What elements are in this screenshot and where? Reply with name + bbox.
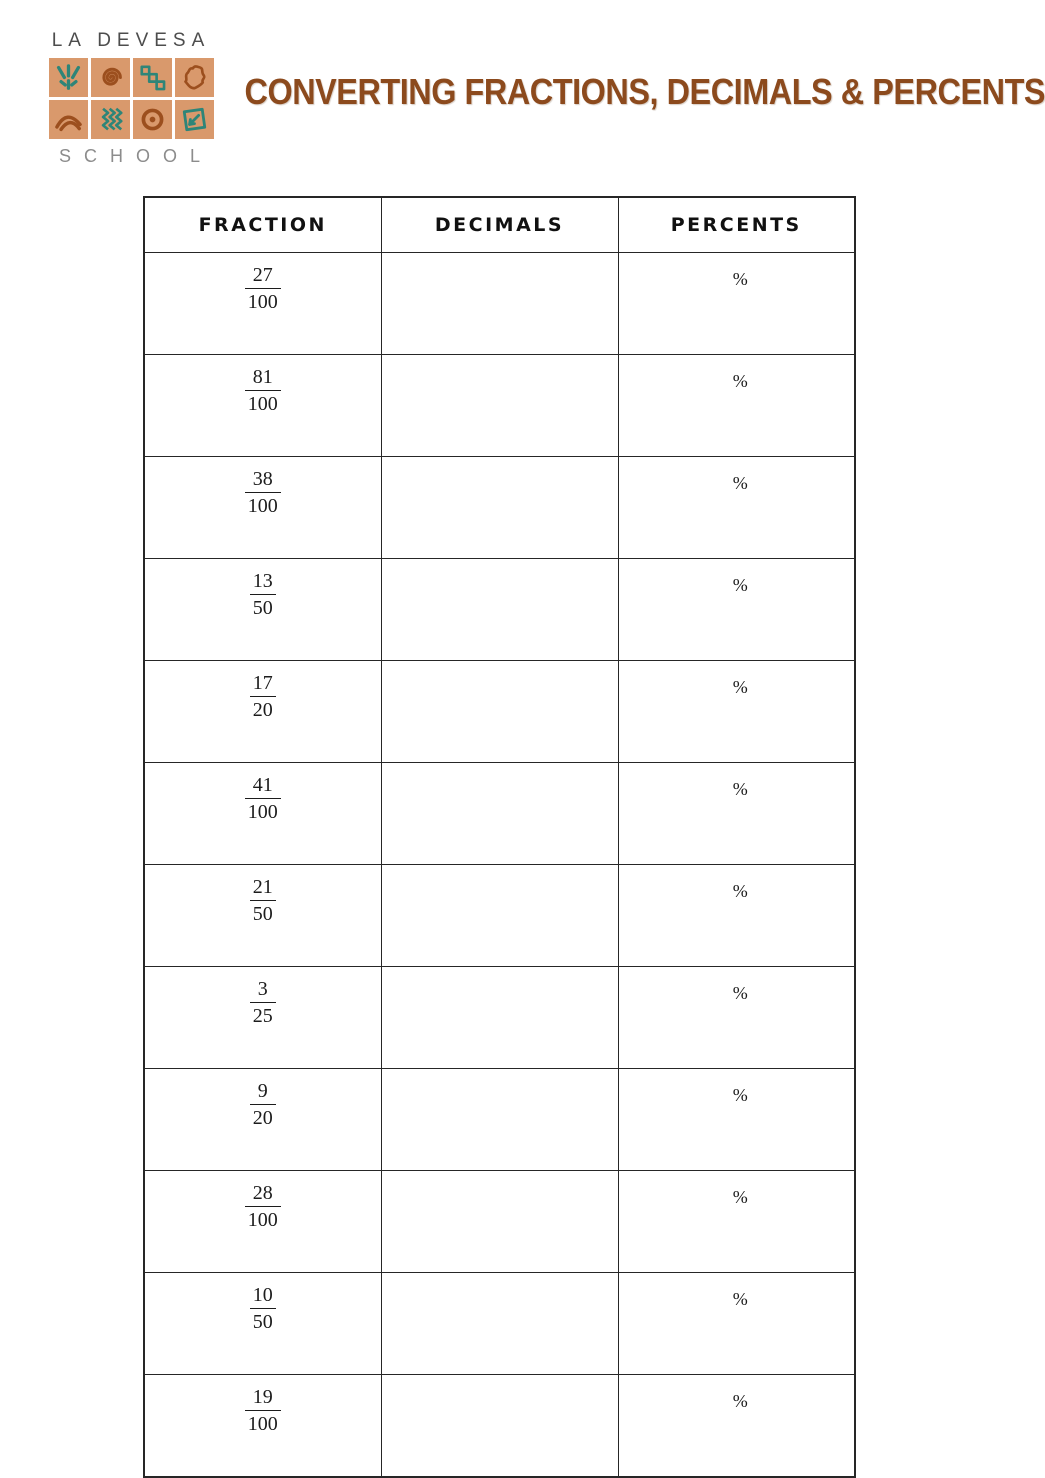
percent-answer-blank[interactable] <box>725 883 733 903</box>
fraction-value <box>245 1182 281 1231</box>
fraction-value <box>250 978 276 1027</box>
fraction-denominator: 20 <box>250 696 276 721</box>
percent-answer-blank[interactable] <box>725 1087 733 1107</box>
decimal-answer-cell[interactable] <box>381 1375 618 1478</box>
table-header <box>144 197 855 253</box>
percent-sign: % <box>732 983 748 1003</box>
fraction-denominator: 25 <box>250 1002 276 1027</box>
table-row <box>144 355 855 457</box>
fraction-cell <box>144 1375 381 1478</box>
fraction-value <box>245 774 281 823</box>
plant-icon <box>52 61 85 94</box>
percent-cell <box>618 1273 855 1375</box>
fraction-value <box>250 876 276 925</box>
percent-answer-blank[interactable] <box>725 577 733 597</box>
fraction-cell <box>144 1273 381 1375</box>
fraction-denominator: 100 <box>245 1206 281 1231</box>
percent-answer-blank[interactable] <box>725 271 733 291</box>
tilted-square-icon <box>178 103 211 136</box>
fraction-numerator: 19 <box>252 1386 273 1408</box>
decimal-answer-cell[interactable] <box>381 1171 618 1273</box>
percent-cell <box>618 1375 855 1478</box>
fraction-denominator: 100 <box>245 492 281 517</box>
column-header-percents: PERCENTS <box>618 197 855 253</box>
logo-tile <box>91 58 130 97</box>
fraction-cell <box>144 457 381 559</box>
fraction-value <box>245 366 281 415</box>
circle-dot-icon <box>136 103 169 136</box>
decimal-answer-cell[interactable] <box>381 559 618 661</box>
fraction-numerator: 10 <box>252 1284 273 1306</box>
fraction-denominator: 100 <box>245 798 281 823</box>
fraction-numerator: 81 <box>252 366 273 388</box>
fraction-denominator: 50 <box>250 594 276 619</box>
logo-tile <box>49 58 88 97</box>
logo-tile <box>133 100 172 139</box>
fraction-numerator: 9 <box>257 1080 268 1102</box>
decimal-answer-cell[interactable] <box>381 967 618 1069</box>
percent-answer-blank[interactable] <box>725 373 733 393</box>
logo-tile <box>91 100 130 139</box>
fraction-numerator: 3 <box>257 978 268 1000</box>
fraction-cell <box>144 355 381 457</box>
fraction-denominator: 100 <box>245 390 281 415</box>
percent-cell <box>618 967 855 1069</box>
fraction-denominator: 100 <box>245 288 281 313</box>
fraction-numerator: 28 <box>252 1182 273 1204</box>
percent-cell <box>618 253 855 355</box>
fraction-value <box>250 1080 276 1129</box>
decimal-answer-cell[interactable] <box>381 355 618 457</box>
percent-cell <box>618 355 855 457</box>
fraction-cell <box>144 763 381 865</box>
logo-school-name: LA DEVESA <box>51 30 211 51</box>
fraction-value <box>245 1386 281 1435</box>
fraction-denominator: 20 <box>250 1104 276 1129</box>
fraction-numerator: 13 <box>252 570 273 592</box>
percent-sign: % <box>732 1187 748 1207</box>
fraction-cell <box>144 1171 381 1273</box>
fraction-denominator: 100 <box>245 1410 281 1435</box>
table-row <box>144 457 855 559</box>
fraction-value <box>250 1284 276 1333</box>
percent-answer-blank[interactable] <box>725 475 733 495</box>
steps-icon <box>136 61 169 94</box>
decimal-answer-cell[interactable] <box>381 457 618 559</box>
table-row <box>144 559 855 661</box>
fraction-cell <box>144 865 381 967</box>
percent-answer-blank[interactable] <box>725 1291 733 1311</box>
fraction-numerator: 38 <box>252 468 273 490</box>
fraction-cell <box>144 967 381 1069</box>
decimal-answer-cell[interactable] <box>381 1273 618 1375</box>
logo-tile <box>175 100 214 139</box>
percent-answer-blank[interactable] <box>725 1393 733 1413</box>
table-row <box>144 1273 855 1375</box>
fraction-cell <box>144 1069 381 1171</box>
fraction-cell <box>144 661 381 763</box>
fraction-cell <box>144 253 381 355</box>
percent-cell <box>618 865 855 967</box>
fraction-numerator: 41 <box>252 774 273 796</box>
percent-answer-blank[interactable] <box>725 679 733 699</box>
fraction-cell <box>144 559 381 661</box>
fraction-numerator: 21 <box>252 876 273 898</box>
header-row <box>144 197 855 253</box>
table-row <box>144 967 855 1069</box>
column-header-fraction: FRACTION <box>144 197 381 253</box>
fraction-value <box>245 468 281 517</box>
fraction-numerator: 17 <box>252 672 273 694</box>
percent-cell <box>618 457 855 559</box>
fraction-denominator: 50 <box>250 900 276 925</box>
decimal-answer-cell[interactable] <box>381 661 618 763</box>
percent-cell <box>618 559 855 661</box>
percent-answer-blank[interactable] <box>725 781 733 801</box>
percent-cell <box>618 661 855 763</box>
table-row <box>144 1069 855 1171</box>
fraction-value <box>245 264 281 313</box>
percent-sign: % <box>732 779 748 799</box>
decimal-answer-cell[interactable] <box>381 1069 618 1171</box>
percent-cell <box>618 1171 855 1273</box>
percent-sign: % <box>732 269 748 289</box>
logo-tile <box>175 58 214 97</box>
table-row <box>144 661 855 763</box>
percent-sign: % <box>732 473 748 493</box>
table-row <box>144 1171 855 1273</box>
table-row <box>144 1375 855 1478</box>
logo-tile <box>49 100 88 139</box>
conversion-table <box>143 196 856 1478</box>
logo-tile <box>133 58 172 97</box>
percent-sign: % <box>732 1085 748 1105</box>
fraction-denominator: 50 <box>250 1308 276 1333</box>
zigzag-icon <box>94 103 127 136</box>
oak-leaf-icon <box>178 61 211 94</box>
percent-cell <box>618 1069 855 1171</box>
percent-cell <box>618 763 855 865</box>
percent-sign: % <box>732 1289 748 1309</box>
percent-sign: % <box>732 881 748 901</box>
percent-sign: % <box>732 371 748 391</box>
logo-school-word: SCHOOL <box>58 146 214 166</box>
column-header-decimals: DECIMALS <box>381 197 618 253</box>
table-row <box>144 865 855 967</box>
table-body <box>144 253 855 1478</box>
table-row <box>144 763 855 865</box>
decimal-answer-cell[interactable] <box>381 865 618 967</box>
page-title: CONVERTING FRACTIONS, DECIMALS & PERCENTS <box>244 71 1045 112</box>
percent-answer-blank[interactable] <box>725 985 733 1005</box>
fraction-numerator: 27 <box>252 264 273 286</box>
spiral-icon <box>94 61 127 94</box>
percent-sign: % <box>732 575 748 595</box>
percent-answer-blank[interactable] <box>725 1189 733 1209</box>
table-row <box>144 253 855 355</box>
school-logo <box>44 30 218 167</box>
decimal-answer-cell[interactable] <box>381 763 618 865</box>
logo-tile-grid <box>44 58 218 139</box>
percent-sign: % <box>732 1391 748 1411</box>
double-arc-icon <box>52 103 85 136</box>
percent-sign: % <box>732 677 748 697</box>
fraction-value <box>250 672 276 721</box>
decimal-answer-cell[interactable] <box>381 253 618 355</box>
fraction-value <box>250 570 276 619</box>
